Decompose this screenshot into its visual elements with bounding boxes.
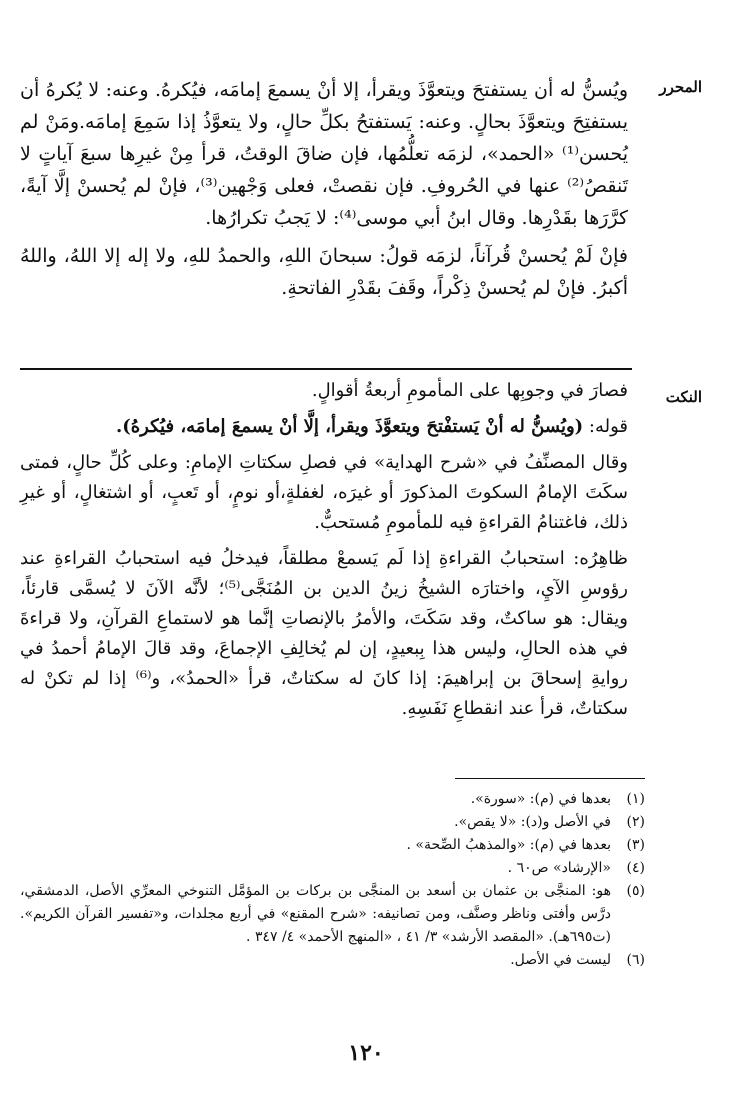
quote-text: (ويُسنُّ له أنْ يَستفْتحَ ويتعوَّذَ ويقرأ، إلَّا أنْ يسمعَ إمامَه، فيُكرهُ).	[115, 416, 584, 437]
footnote-number: (٣)	[626, 837, 645, 853]
footnote	[20, 788, 645, 811]
mahrar-text	[20, 74, 628, 310]
footnote-number: (٦)	[626, 952, 645, 968]
footnote-number: (٥)	[626, 883, 645, 899]
footnote	[20, 880, 645, 949]
nukat-intro: فصارَ في وجوبِها على المأمومِ أربعةُ أقوالٍ.	[311, 380, 628, 401]
nukat-paragraph-1: وقال المصنِّفُ في «شرح الهداية» في فصلِ سكتاتِ الإمامِ: وعلى كُلِّ حالٍ، فمتى سكَتَ الإمامُ السكوتَ المذكورَ أو غيرَه، لغفلةٍ،أو نومٍ، أو تَعبٍ، أو اشتغالٍ، أو غيرِ ذلك، فاغتنامُ القراءةِ فيه للمأمومِ مُستحبٌّ.	[20, 452, 628, 533]
mahrar-paragraph-2: فإنْ لَمْ يُحسنْ قُرآناً، لزمَه قولُ: سبحانَ اللهِ، والحمدُ للهِ، ولا إله إلا اللهُ، واللهُ أكبرُ. فإنْ لم يُحسنْ ذِكْراً، وقَفَ بقَدْرِ الفاتحةِ.	[20, 245, 628, 299]
footnote-divider	[455, 778, 645, 779]
footnote-number: (١)	[626, 791, 645, 807]
quote-prefix: قوله:	[583, 416, 628, 437]
footnote-text: بعدها في (م): «والمذهبُ الصِّحة» .	[406, 837, 611, 853]
footnote	[20, 857, 645, 880]
mahrar-label: المحرر	[659, 78, 702, 96]
nukat-quote	[20, 412, 628, 442]
footnote-text: في الأصل و(د): «لا يقص».	[454, 814, 611, 830]
nukat-text	[20, 376, 628, 730]
page-number: ١٢٠	[348, 1040, 384, 1066]
footnote-text: «الإرشاد» ص٦٠ .	[507, 860, 611, 876]
section-divider	[20, 368, 632, 370]
footnote	[20, 949, 645, 972]
footnote-text: هو: المنجَّى بن عثمان بن أسعد بن المنجَّى بن بركات بن المؤمَّل التنوخي المعرِّي الأصل، الدمشقي، درَّس وأفتى وناظر وصنَّف، ومن تصانيفه: «شرح المقنع» في أربع مجلدات، و«تفسير القرآن الكريم». (ت٦٩٥هـ). «المقصد الأرشد» ٣/ ٤١ ، «المنهج الأحمد» ٤/ ٣٤٧ .	[20, 883, 611, 945]
footnote	[20, 811, 645, 834]
nukat-paragraph-2: ظاهِرُه: استحبابُ القراءةِ إذا لَم يَسمعْ مطلقاً، فيدخلُ فيه استحبابُ القراءةِ عند رؤوسِ الآيِ، واختارَه الشيخُ زينُ الدين بن المُنَجَّى⁽⁵⁾؛ لأنَّه الآنَ لا يُسمَّى قارئاً، ويقال: هو ساكتٌ، وقد سَكَتَ، والأمرُ بالإنصاتِ إنَّما هو لاستماعِ القرآنِ، ولا قراءةَ في هذه الحالِ، وليس هذا بِبعيدٍ، إن لم يُخالِفِ الإجماعَ، وقد قالَ الإمامُ أحمدُ في روايةِ إسحاقَ بن إبراهيمَ: إذا كانَ له سكتاتٌ، قرأ «الحمدُ»، و⁽⁶⁾ إذا لم تكنْ له سكتاتٌ، قرأ عند انقطاعِ نَفَسِهِ.	[20, 548, 628, 719]
mahrar-paragraph-1: ويُسنُّ له أن يستفتحَ ويتعوَّذَ ويقرأ، إلا أنْ يسمعَ إمامَه، فيُكرهُ. وعنه: لا يُكرهُ أن يستفتِحَ ويتعوَّذَ بحالٍ. وعنه: يَستفتحُ بكلِّ حالٍ، ولا يتعوَّذُ إذا سَمِعَ إمامَه.ومَنْ لم يُحسن⁽¹⁾ «الحمد»، لزمَه تعلُّمُها، فإن ضاقَ الوقتُ، قرأ مِنْ غيرِها سبعَ آياتٍ لا تَنقصُ⁽²⁾ عنها في الحُروفِ. فإن نقصتْ، فعلى وَجْهين⁽³⁾، فإنْ لم يُحسنْ إلَّا آيةً، كرَّرَها بقَدْرِها. وقال ابنُ أبي موسى⁽⁴⁾: لا يَجبُ تكرارُها.	[20, 79, 628, 229]
footnote-number: (٤)	[626, 860, 645, 876]
footnote-number: (٢)	[626, 814, 645, 830]
footnotes	[20, 788, 645, 972]
nukat-label: النكت	[665, 388, 702, 406]
footnote	[20, 834, 645, 857]
footnote-text: بعدها في (م): «سورة».	[470, 791, 611, 807]
footnote-text: ليست في الأصل.	[510, 952, 611, 968]
